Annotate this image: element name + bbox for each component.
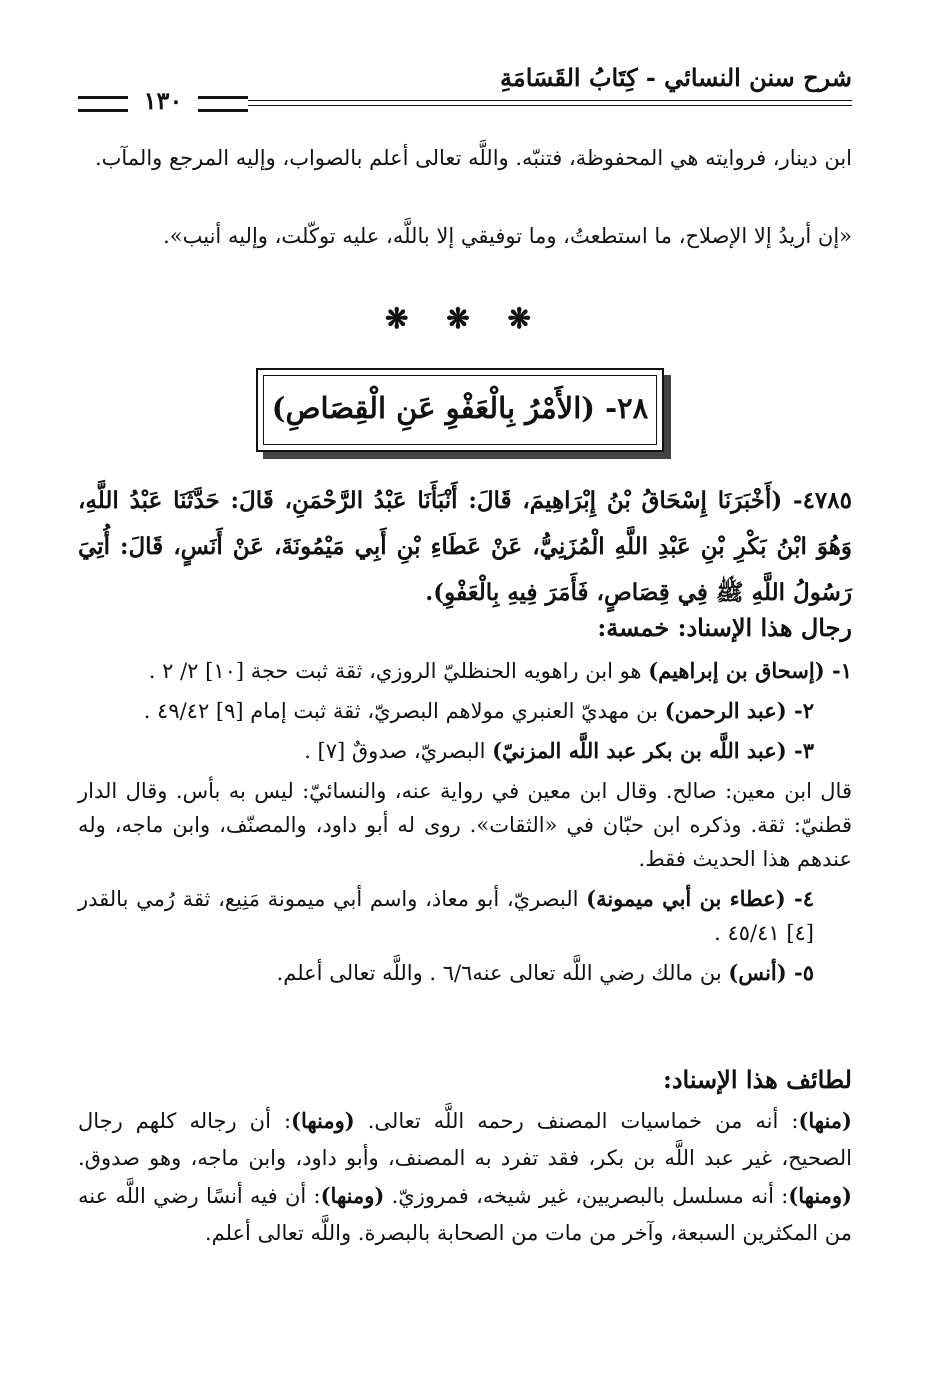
- narrator-desc: البصريّ، صدوقٌ [٧] .: [304, 739, 493, 763]
- narrators-list: [78, 654, 852, 996]
- narrator-item: [78, 654, 852, 688]
- narrator-item: [78, 956, 852, 990]
- subtlety-text: : أنه مسلسل بالبصريين، غير شيخه، فمروزيّ.: [384, 1184, 789, 1208]
- subtlety-text: : أن فيه أنسًا رضي اللَّه عنه من المكثرين السبعة، وآخر من مات من الصحابة بالبصرة. واللَّه تعالى أعلم.: [78, 1184, 852, 1245]
- narrator-desc: بن مالك رضي اللَّه تعالى عنه٦/٦ . واللَّه تعالى أعلم.: [276, 961, 729, 985]
- page-number: ١٣٠: [143, 86, 183, 115]
- subtlety-text: : أنه من خماسيات المصنف رحمه اللَّه تعالى.: [354, 1109, 799, 1133]
- narrator-name: ٣- (عبد اللَّه بن بكر عبد اللَّه المزنيّ): [492, 738, 814, 763]
- narrator-name: ١- (إسحاق بن إبراهيم): [648, 658, 852, 683]
- narrator-desc: بن مهديّ العنبري مولاهم البصريّ، ثقة ثبت إمام [٩] ٤٩/٤٢ .: [143, 699, 665, 723]
- narrator-item: [78, 734, 852, 768]
- narrator-name: ٢- (عبد الرحمن): [664, 698, 814, 723]
- subtlety-label: (ومنها): [788, 1183, 852, 1208]
- narrator-desc: البصريّ، أبو معاذ، واسم أبي ميمونة مَنِيع، ثقة رُمي بالقدر [٤] ٤٥/٤١ .: [78, 887, 814, 945]
- narrator-name: ٤- (عطاء بن أبي ميمونة): [586, 886, 814, 911]
- running-title: شرح سنن النسائي - كِتَابُ القَسَامَةِ: [500, 63, 852, 92]
- narrator-name: ٥- (أنس): [728, 960, 814, 985]
- subtleties-heading: لطائف هذا الإسناد:: [662, 1065, 852, 1094]
- subtlety-label: (ومنها): [320, 1183, 385, 1208]
- ornament-bars-right: [198, 96, 248, 112]
- narrator-desc: هو ابن راهويه الحنظليّ الروزي، ثقة ثبت حجة [١٠] ٢/ ٢ .: [148, 659, 649, 683]
- section-title-frame: [256, 368, 664, 452]
- subtlety-text: : أن رجاله كلهم رجال الصحيح، غير عبد اللَّه بن بكر، فقد تفرد به المصنف، وأبو داود، وابن ماجه، وهو صدوق.: [78, 1109, 852, 1170]
- intro-paragraph: ابن دينار، فروايته هي المحفوظة، فتنبّه. واللَّه تعالى أعلم بالصواب، وإليه المرجع والمآب.: [94, 146, 852, 170]
- narrator-item: [78, 694, 852, 728]
- narrator-note: قال ابن معين: صالح. وقال ابن معين في رواية عنه، والنسائيّ: ليس به بأس. وقال الدار قطنيّ: ثقة. وذكره ابن حبّان في «الثقات». روى له أبو داود، والمصنّف، وابن ماجه، وله عندهم هذا الحديث فقط.: [78, 779, 852, 871]
- narrator-item: [78, 882, 852, 950]
- asterism-ornament: ❋ ❋ ❋: [385, 302, 545, 335]
- hadith-text: ٤٧٨٥- (أَخْبَرَنَا إِسْحَاقُ بْنُ إِبْرَاهِيمَ، قَالَ: أَنْبَأَنَا عَبْدُ الرَّحْمَنِ، قَالَ: حَدَّثَنَا عَبْدُ اللَّهِ، وَهُوَ ابْنُ بَكْرِ بْنِ عَبْدِ اللَّهِ الْمُزَنِيُّ، عَنْ عَطَاءِ بْنِ أَبِي مَيْمُونَةَ، عَنْ أَنَسٍ، قَالَ: أُتِيَ رَسُولُ اللَّهِ ﷺ فِي قِصَاصٍ، فَأَمَرَ فِيهِ بِالْعَفْوِ).: [78, 487, 852, 606]
- quote-paragraph: «إن أريدُ إلا الإصلاح، ما استطعتُ، وما توفيقي إلا باللَّه، عليه توكّلت، وإليه أنيب».: [163, 224, 852, 248]
- subtlety-label: (ومنها): [291, 1108, 355, 1133]
- ornament-bars-left: [78, 96, 128, 112]
- subtleties-paragraph: [78, 1102, 852, 1252]
- subtlety-label: (منها): [798, 1108, 852, 1133]
- section-title: ٢٨- (الأَمْرُ بِالْعَفْوِ عَنِ الْقِصَاصِ): [271, 391, 649, 425]
- narrators-heading: رجال هذا الإسناد: خمسة:: [597, 613, 852, 642]
- page-number-box: [78, 86, 248, 116]
